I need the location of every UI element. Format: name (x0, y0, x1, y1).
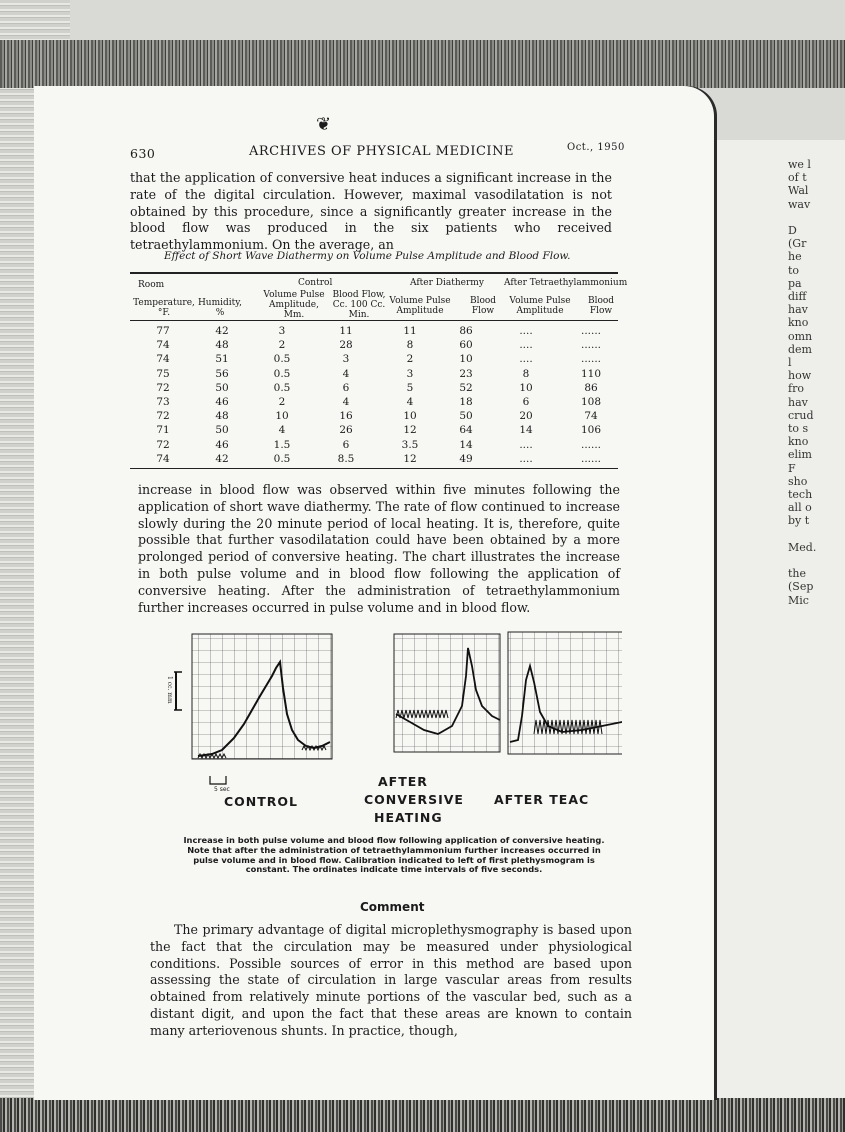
adjacent-page-fragment: we l (788, 158, 811, 171)
adjacent-page-fragment: dem (788, 342, 812, 356)
adjacent-page-fragment: by t (788, 514, 810, 528)
table-cell: 77 (156, 325, 170, 338)
table-cell: 48 (215, 410, 229, 423)
adjacent-page-fragment: (Gr (788, 237, 807, 251)
table-cell: 18 (459, 396, 473, 409)
table-cell: 50 (215, 381, 229, 394)
table-cell: 3 (278, 325, 286, 338)
comment-heading: Comment (360, 900, 425, 914)
table-cell: 1.5 (273, 438, 291, 451)
table-cell: 48 (215, 339, 229, 352)
table-cell: 42 (215, 452, 229, 465)
table-row (130, 438, 618, 452)
table-cell: 8 (522, 367, 530, 380)
label-teac: AFTER TEAC (494, 792, 590, 807)
table-cell: ...... (580, 438, 602, 451)
adjacent-page-fragment: kno (788, 316, 809, 330)
table-row (130, 409, 618, 423)
table-cell: 14 (519, 424, 533, 437)
table-cell: 11 (403, 325, 417, 338)
table-cell: 10 (519, 381, 533, 394)
table-cell: 4 (342, 367, 350, 380)
table-cell: 72 (156, 438, 170, 451)
group-control: Control (298, 278, 333, 288)
table-cell: 72 (156, 381, 170, 394)
table-cell: 3 (342, 353, 350, 366)
table-cell: 110 (580, 367, 602, 380)
paragraph-middle: increase in blood flow was observed within five minutes following the application of short wave diathermy. The rate of flow continued to increase slowly during the 20 minute period of local heating. It is, therefore, quite possible that further vasodilatation could have been obtained by a more prolonged period of conversive heating. The chart illustrates the increase in both pulse volume and in blood flow following the application of conversive heating. After the administration of tetraethylammonium further increases occurred in pulse volume and in blood flow. (138, 482, 620, 615)
table-cell: 4 (406, 396, 414, 409)
table-cell: ...... (580, 452, 602, 465)
col-diathermy-flow: Blood Flow (469, 296, 497, 316)
after-heating-trace (394, 634, 500, 752)
table-cell: 3 (406, 367, 414, 380)
control-trace (174, 634, 332, 784)
adjacent-page-fragment: diff (788, 290, 807, 303)
scan-edge-bottom (0, 1098, 845, 1132)
table-cell: 10 (403, 410, 417, 423)
table-cell: 26 (339, 424, 353, 437)
data-table (130, 324, 618, 466)
table-cell: 3.5 (401, 438, 419, 451)
scan-edge-top (0, 40, 845, 88)
table-cell: 2 (406, 353, 414, 366)
adjacent-page-fragment: (Sep (788, 580, 814, 594)
table-cell: 73 (156, 396, 170, 409)
adjacent-page-fragment: l (788, 356, 792, 369)
table-cell: .... (519, 339, 533, 352)
figure-caption: Increase in both pulse volume and blood flow following application of conversive heating. Note that after the administration of tetraethylammonium further increases occurred in pulse volume and in blood flow. Calibration indicated to left of first plethysmogram is constant. The ordinates indicate time intervals of five seconds. (183, 835, 605, 875)
table-cell: 23 (459, 367, 473, 380)
table-cell: .... (519, 438, 533, 451)
label-after-line1: AFTER (378, 774, 428, 789)
table-cell: 0.5 (273, 353, 291, 366)
adjacent-page-fragment: all o (788, 501, 812, 515)
table-cell: 8 (406, 339, 414, 352)
journal-title: ARCHIVES OF PHYSICAL MEDICINE (249, 144, 514, 159)
ornament-icon: ❦ (316, 114, 332, 135)
adjacent-page-fragment: sho (788, 474, 808, 488)
table-cell: ...... (580, 325, 602, 338)
table-cell: .... (519, 353, 533, 366)
table-cell: 16 (339, 410, 353, 423)
table-cell: 108 (580, 396, 602, 409)
col-temperature: Temperature, °F. (133, 298, 195, 318)
adjacent-page-fragment: he (788, 250, 802, 264)
table-cell: 12 (403, 424, 417, 437)
adjacent-page-fragment: the (788, 567, 807, 581)
table-cell: 8.5 (337, 452, 355, 465)
col-humidity: Humidity, % (197, 298, 243, 318)
table-row (130, 423, 618, 437)
table-cell: 2 (278, 339, 286, 352)
table-cell: 50 (215, 424, 229, 437)
group-room: Room (138, 280, 165, 290)
table-cell: .... (519, 325, 533, 338)
table-cell: 0.5 (273, 381, 291, 394)
table-cell: 12 (403, 452, 417, 465)
adjacent-page-fragment: elim (788, 448, 812, 462)
table-cell: 52 (459, 381, 473, 394)
adjacent-page-strip (712, 140, 845, 1098)
adjacent-page-fragment: omn (788, 329, 813, 343)
table-cell: 4 (342, 396, 350, 409)
table-cell: 49 (459, 452, 473, 465)
adjacent-page-fragment: kno (788, 435, 809, 449)
table-cell: ...... (580, 339, 602, 352)
group-tea: After Tetraethylammonium (504, 278, 628, 288)
table-cell: 0.5 (273, 452, 291, 465)
calibration-label: 1 cc. mm (166, 676, 173, 704)
table-cell: 106 (580, 424, 602, 437)
adjacent-page-fragment: to (788, 263, 800, 277)
table-cell: 28 (339, 339, 353, 352)
table-cell: 11 (339, 325, 353, 338)
table-row (130, 367, 618, 381)
group-diathermy: After Diathermy (410, 278, 484, 288)
adjacent-page-fragment: Mic (788, 593, 809, 607)
table-cell: 2 (278, 396, 286, 409)
adjacent-page-fragment: fro (788, 382, 804, 396)
table-row (130, 324, 618, 338)
table-cell: 20 (519, 410, 533, 423)
table-cell: 75 (156, 367, 170, 380)
table-cell: .... (519, 452, 533, 465)
table-cell: 60 (459, 339, 473, 352)
table-cell: ...... (580, 353, 602, 366)
table-cell: 0.5 (273, 367, 291, 380)
table-cell: 6 (342, 438, 350, 451)
table-cell: 42 (215, 325, 229, 338)
table-cell: 86 (459, 325, 473, 338)
adjacent-page-fragment: F (788, 461, 796, 475)
table-cell: 51 (215, 353, 229, 366)
col-control-amplitude: Volume Pulse Amplitude, Mm. (263, 290, 325, 320)
table-cell: 5 (406, 381, 414, 394)
adjacent-page-fragment: Wal (788, 184, 809, 198)
time-label: 5 sec (214, 786, 230, 793)
table-cell: 74 (156, 339, 170, 352)
table-cell: 6 (342, 381, 350, 394)
table-row (130, 395, 618, 409)
label-after-line3: HEATING (374, 810, 443, 825)
table-cell: 71 (156, 424, 170, 437)
col-tea-flow: Blood Flow (587, 296, 615, 316)
issue-date: Oct., 1950 (567, 142, 625, 153)
table-cell: 4 (278, 424, 286, 437)
page-number: 630 (130, 146, 156, 161)
after-teac-trace (508, 632, 622, 754)
table-cell: 64 (459, 424, 473, 437)
adjacent-page-fragment: hav (788, 395, 808, 409)
table-cell: 56 (215, 367, 229, 380)
col-diathermy-amplitude: Volume Pulse Amplitude (389, 296, 451, 316)
label-after-line2: CONVERSIVE (364, 792, 464, 807)
label-control: CONTROL (224, 794, 299, 809)
table-cell: 86 (584, 381, 598, 394)
table-row (130, 381, 618, 395)
table-cell: 10 (459, 353, 473, 366)
table-cell: 6 (522, 396, 530, 409)
adjacent-page-fragment: wav (788, 197, 811, 211)
document-page (34, 86, 714, 1100)
table-row (130, 452, 618, 466)
adjacent-page-fragment: D (788, 224, 797, 237)
adjacent-page-fragment: of t (788, 171, 807, 185)
table-cell: 74 (584, 410, 598, 423)
adjacent-page-fragment: hav (788, 303, 808, 317)
adjacent-page-fragment: crud (788, 408, 814, 422)
table-row (130, 338, 618, 352)
adjacent-page-fragment: how (788, 369, 812, 383)
table-cell: 74 (156, 452, 170, 465)
adjacent-page-fragment: Med. (788, 540, 817, 554)
adjacent-page-fragment: tech (788, 488, 813, 501)
table-cell: 50 (459, 410, 473, 423)
table-caption: Effect of Short Wave Diathermy on Volume Pulse Amplitude and Blood Flow. (164, 250, 571, 262)
adjacent-page-fragment: to s (788, 422, 809, 435)
paragraph-top: that the application of conversive heat induces a significant increase in the rate of the digital circulation. However, maximal vasodilatation is not obtained by this procedure, since a significantly greater increase in the blood flow was produced in the six patients who received tetraethylammonium. On the average, an (130, 170, 612, 253)
adjacent-page-fragment: pa (788, 276, 802, 290)
table-cell: 74 (156, 353, 170, 366)
col-tea-amplitude: Volume Pulse Amplitude (509, 296, 571, 316)
table-cell: 46 (215, 438, 229, 451)
table-cell: 14 (459, 438, 473, 451)
col-control-flow: Blood Flow, Cc. 100 Cc. Min. (332, 290, 386, 320)
table-cell: 72 (156, 410, 170, 423)
table-row (130, 352, 618, 366)
table-cell: 46 (215, 396, 229, 409)
table-cell: 10 (275, 410, 289, 423)
comment-paragraph: The primary advantage of digital microplethysmography is based upon the fact that the circulation may be measured under physiological conditions. Possible sources of error in this method are based upon assessing the state of circulation in large vascular areas from results obtained from relatively minute portions of the vascular bed, such as a distant digit, and upon the fact that these areas are known to contain many arteriovenous shunts. In practice, though, (150, 922, 632, 1038)
